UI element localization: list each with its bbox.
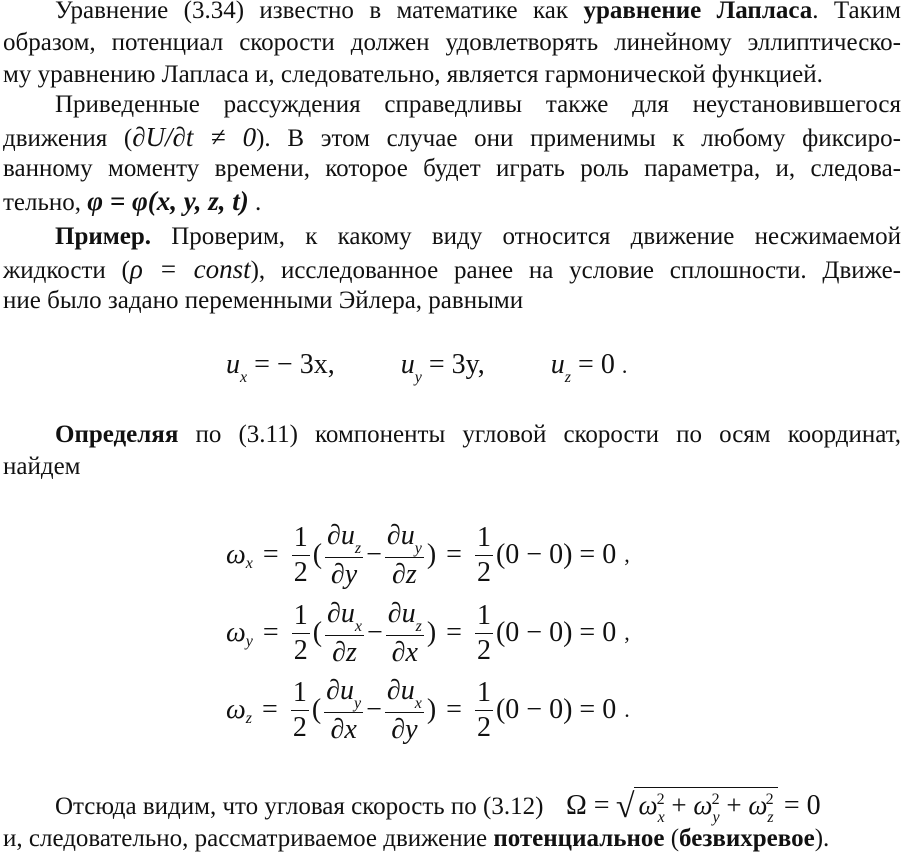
derivative-1: $\frac{\partial u_y}{\partial x}$ (326, 674, 362, 745)
uy-subscript: y (414, 369, 422, 386)
text: Уравнение (3.34) известно в математике как (55, 0, 584, 24)
text: по (3.11) компоненты угловой скорости по осям координат, (178, 421, 901, 448)
text: ), исследованное ранее на условие сплошности. Движе- (250, 257, 901, 284)
half-fraction: $\frac{1}{2}$ (293, 521, 308, 588)
omega-capital: Ω = (565, 790, 610, 821)
paragraph-2-line-2 (3, 122, 901, 154)
omega-subscript: y (245, 633, 253, 650)
omega-symbol: ω (226, 694, 246, 725)
text: ). В этом случае они применимы к любому фиксиро- (256, 125, 901, 152)
omega-x-equation: ω x = $\frac{1}{2}$ ( $\frac{\partial u_z}{\partial y}$ − $\frac{\partial u_y}{\partial z}$ ) = $\frac{1}{2}$ (0 − 0) = 0 , (226, 519, 630, 590)
uz-value: = 0 (578, 349, 615, 380)
paragraph-5-line-1 (55, 787, 901, 825)
sqrt-content: $\omega_x^2 + \omega_y^2 + \omega_z^2$ (634, 787, 777, 825)
term-irrotational: безвихревое (679, 825, 815, 852)
omega-z-equation: ω z = $\frac{1}{2}$ ( $\frac{\partial u_y}{\partial x}$ − $\frac{\partial u_x}{\partial y}$ ) = $\frac{1}{2}$ (0 − 0) = 0 . (226, 674, 630, 745)
result: (0 − 0) = 0 (495, 539, 617, 570)
half-fraction: $\frac{1}{2}$ (292, 676, 307, 743)
paragraph-2-line-4 (3, 186, 901, 218)
punctuation: , (624, 620, 630, 645)
omega-y-equation: ω y = $\frac{1}{2}$ ( $\frac{\partial u_x}{\partial z}$ − $\frac{\partial u_z}{\partial x}$ ) = $\frac{1}{2}$ (0 − 0) = 0 , (226, 597, 630, 668)
example-label: Пример. (55, 223, 152, 250)
uz-symbol: u (550, 349, 565, 380)
paragraph-3-line-2 (3, 254, 901, 286)
term-potential: потенциальное (493, 825, 665, 852)
derivative-1: $\frac{\partial u_z}{\partial y}$ (327, 519, 362, 590)
half-fraction: $\frac{1}{2}$ (476, 676, 491, 743)
omega-symbol: ω (226, 539, 246, 570)
punctuation: . (624, 697, 630, 722)
text: . Таким (812, 0, 901, 24)
text: . (248, 189, 262, 216)
punctuation: , (624, 542, 630, 567)
derivative-2: $\frac{\partial u_y}{\partial z}$ (386, 519, 422, 590)
derivative-2: $\frac{\partial u_z}{\partial x}$ (387, 597, 422, 668)
period: . (621, 353, 628, 378)
text: движения ( (3, 125, 133, 152)
half-fraction: $\frac{1}{2}$ (293, 599, 308, 666)
paragraph-2-line-1: Приведенные рассуждения справедливы также для неустановившегося (55, 91, 901, 118)
derivative-1: $\frac{\partial u_x}{\partial z}$ (327, 597, 362, 668)
term-laplace-equation: уравнение Лапласа (583, 0, 813, 24)
paragraph-3-line-1 (55, 222, 901, 252)
text: ( (664, 825, 680, 852)
text: и, следовательно, рассматриваемое движение (3, 825, 494, 852)
paragraph-3-line-3: ние было задано переменными Эйлера, равными (3, 287, 524, 314)
uy-symbol: u (400, 349, 415, 380)
paragraph-5-line-2 (3, 824, 901, 854)
paragraph-4-line-2: найдем (3, 453, 81, 480)
uz-subscript: z (564, 369, 572, 386)
paragraph-4-line-1 (55, 420, 901, 450)
result: (0 − 0) = 0 (495, 694, 617, 725)
uy-value: = 3y, (428, 349, 485, 380)
text: ). (814, 825, 830, 852)
ux-subscript: x (240, 369, 248, 386)
text: тельно, (3, 189, 88, 216)
paragraph-1-line-3: му уравнению Лапласа и, следовательно, является гармонической функцией. (3, 61, 823, 88)
text: жидкости ( (3, 257, 130, 284)
determining-label: Определяя (55, 421, 179, 448)
potential-function-formula: φ = φ(x, y, z, t) (87, 186, 249, 216)
ux-value: = − 3x, (254, 349, 335, 380)
omega-subscript: x (245, 555, 253, 572)
omega-subscript: z (245, 710, 253, 727)
paragraph-1-line-2: образом, потенциал скорости должен удовлетворять линейному эллиптическо- (3, 29, 901, 56)
incompressible-condition-formula: ρ = const (129, 254, 251, 284)
omega-symbol: ω (226, 617, 246, 648)
velocity-components-formula (226, 349, 628, 386)
paragraph-2-line-3: ванному моменту времени, которое будет играть роль параметра, и, следова- (3, 155, 901, 182)
derivative-2: $\frac{\partial u_x}{\partial y}$ (386, 674, 422, 745)
half-fraction: $\frac{1}{2}$ (476, 521, 491, 588)
ux-symbol: u (226, 349, 240, 380)
half-fraction: $\frac{1}{2}$ (476, 599, 491, 666)
text: Отсюда видим, что угловая скорость по (3.12) (55, 793, 544, 820)
result: (0 − 0) = 0 (495, 617, 617, 648)
text: Проверим, к какому виду относится движение несжимаемой (151, 223, 901, 250)
sqrt-sign: √ (615, 788, 635, 825)
equals-zero: = 0 (783, 790, 821, 821)
unsteady-condition-formula: ∂U/∂t ≠ 0 (132, 122, 257, 152)
paragraph-1-line-1 (55, 0, 901, 26)
